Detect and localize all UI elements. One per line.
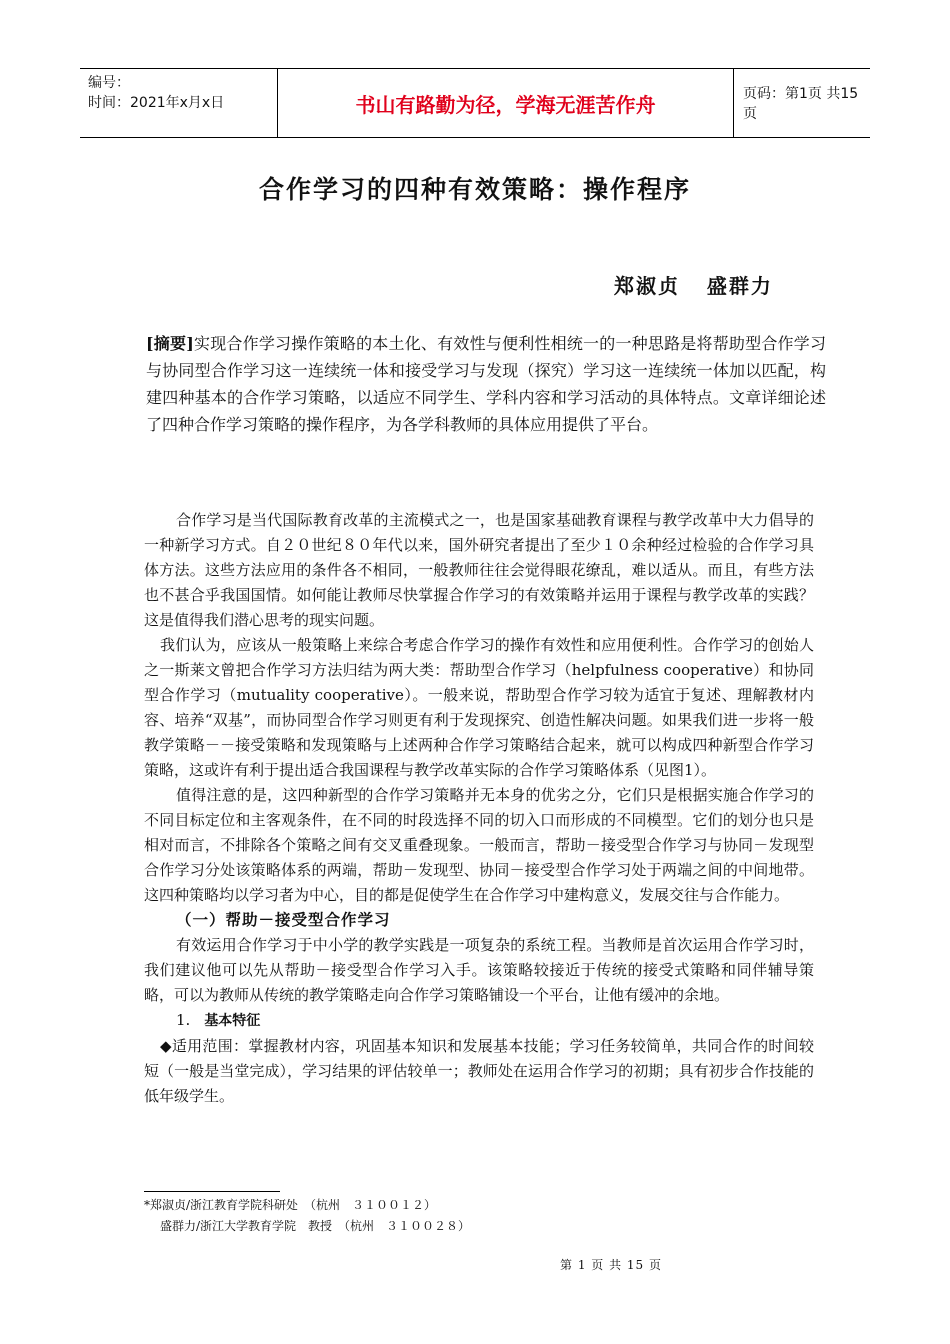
subsection-number: 1. [176, 1011, 191, 1029]
footnote-line-2: 盛群力/浙江大学教育学院 教授 （杭州 ３１００２８） [160, 1219, 471, 1233]
code-label: 编号： [88, 75, 130, 91]
footnote-line-1: *郑淑贞/浙江教育学院科研处 （杭州 ３１００１２） [144, 1198, 437, 1212]
paragraph-4: 有效运用合作学习于中小学的教学实践是一项复杂的系统工程。当教师是首次运用合作学习时，我们建议他可以先从帮助－接受型合作学习入手。该策略较接近于传统的接受式策略和同伴辅导策略，可以为教师从传统的教学策略走向合作学习策略铺设一个平台，让他有缓冲的余地。 [144, 936, 814, 1004]
motto: 书山有路勤为径，学海无涯苦作舟 [278, 69, 734, 137]
page-info: 页码：第1页 共15页 [743, 86, 859, 122]
header-meta [80, 69, 278, 137]
document-header [80, 68, 870, 138]
footnote [144, 1195, 744, 1237]
section-heading-1: （一）帮助－接受型合作学习 [176, 911, 391, 929]
footnote-divider [144, 1191, 280, 1192]
body-text [144, 508, 814, 1109]
abstract-keyword: [摘要] [146, 334, 194, 353]
subsection-heading [144, 1008, 814, 1034]
paragraph-3: 值得注意的是，这四种新型的合作学习策略并无本身的优劣之分，它们只是根据实施合作学习的不同目标定位和主客观条件，在不同的时段选择不同的切入口而形成的不同模型。它们的划分也只是相对而言，不排除各个策略之间有交叉重叠现象。一般而言，帮助－接受型合作学习与协同－发现型合作学习分处该策略体系的两端，帮助－发现型、协同－接受型合作学习处于两端之间的中间地带。这四种策略均以学习者为中心，目的都是促使学生在合作学习中建构意义，发展交往与合作能力。 [144, 786, 814, 904]
paragraph-2: 我们认为，应该从一般策略上来综合考虑合作学习的操作有效性和应用便利性。合作学习的创始人之一斯莱文曾把合作学习方法归结为两大类：帮助型合作学习（helpfulness cooperative）和协同型合作学习（mutuality cooperative）。一般来说，帮助型合作学习较为适宜于复述、理解教材内容、培养“双基”，而协同型合作学习则更有利于发现探究、创造性解决问题。如果我们进一步将一般教学策略－－接受策略和发现策略与上述两种合作学习策略结合起来，就可以构成四种新型合作学习策略，这或许有利于提出适合我国课程与教学改革实际的合作学习策略体系（见图1）。 [144, 636, 814, 779]
page-title: 合作学习的四种有效策略：操作程序 [258, 175, 691, 204]
subsection-title: 基本特征 [204, 1013, 261, 1029]
authors: 郑淑贞 盛群力 [614, 274, 773, 298]
page-footer: 第 1 页 共 15 页 [560, 1258, 662, 1272]
abstract [146, 330, 826, 438]
paragraph-1: 合作学习是当代国际教育改革的主流模式之一，也是国家基础教育课程与教学改革中大力倡导的一种新学习方式。自２０世纪８０年代以来，国外研究者提出了至少１０余种经过检验的合作学习具体方法。这些方法应用的条件各不相同，一般教师往往会觉得眼花缭乱，难以适从。而且，有些方法也不甚合乎我国国情。如何能让教师尽快掌握合作学习的有效策略并运用于课程与教学改革的实践？这是值得我们潜心思考的现实问题。 [144, 511, 814, 629]
paragraph-5: ◆适用范围：掌握教材内容，巩固基本知识和发展基本技能；学习任务较简单，共同合作的时间较短（一般是当堂完成），学习结果的评估较单一；教师处在运用合作学习的初期；具有初步合作技能的低年级学生。 [144, 1037, 814, 1105]
abstract-text: 实现合作学习操作策略的本土化、有效性与便利性相统一的一种思路是将帮助型合作学习与协同型合作学习这一连续统一体和接受学习与发现（探究）学习这一连续统一体加以匹配，构建四种基本的合作学习策略，以适应不同学生、学科内容和学习活动的具体特点。文章详细论述了四种合作学习策略的操作程序，为各学科教师的具体应用提供了平台。 [146, 334, 826, 434]
date-label: 时间：2021年x月x日 [88, 95, 225, 111]
